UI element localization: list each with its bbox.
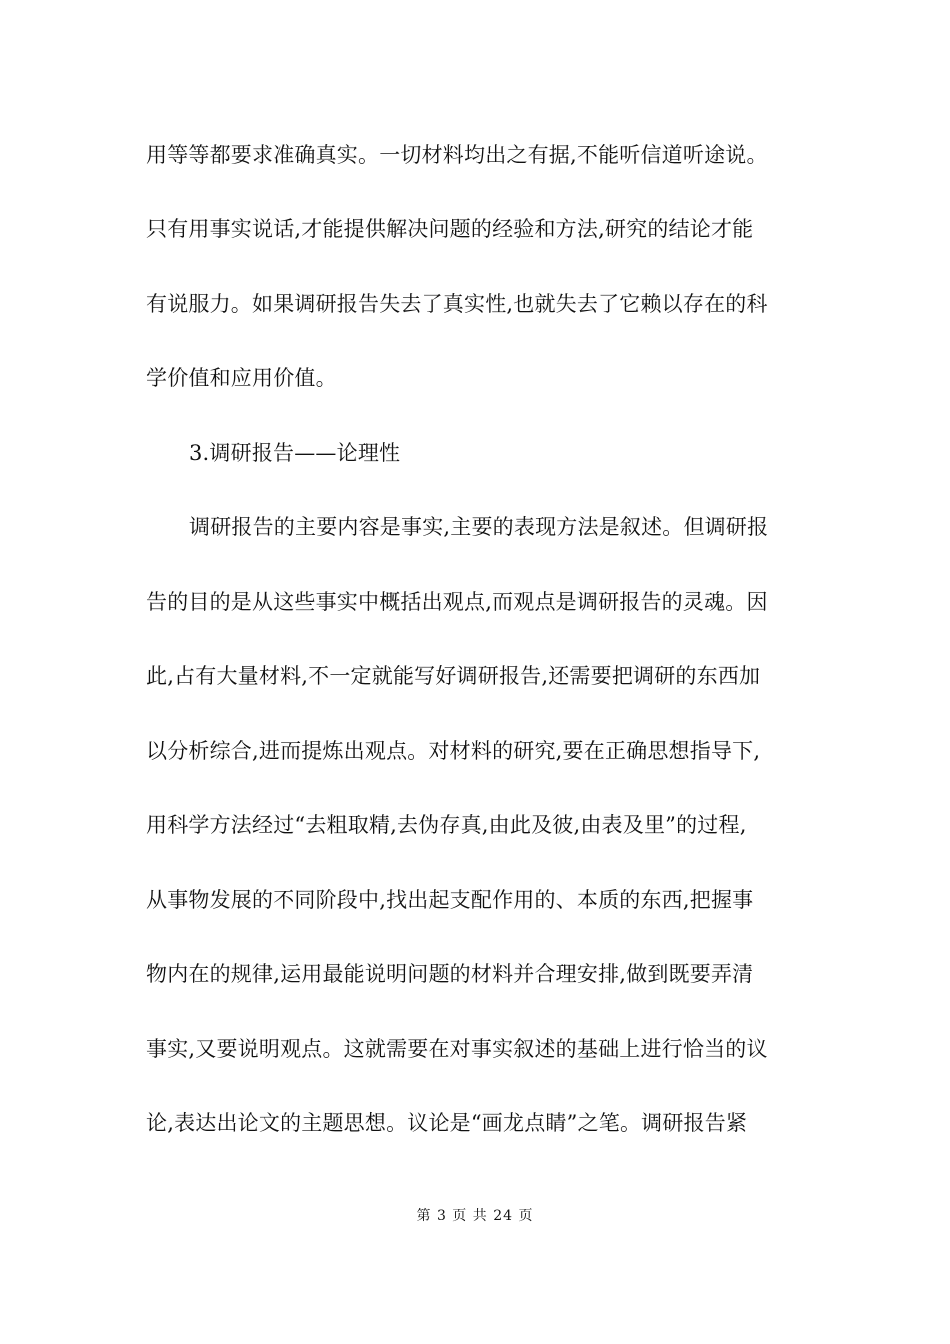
paragraph-line-13: 事实,又要说明观点。这就需要在对事实叙述的基础上进行恰当的议 [146, 1037, 768, 1061]
page-number-footer: 第 3 页 共 24 页 [416, 1208, 534, 1224]
paragraph-line-1: 用等等都要求准确真实。一切材料均出之有据,不能听信道听途说。 [146, 143, 768, 167]
paragraph-line-11: 从事物发展的不同阶段中,找出起支配作用的、本质的东西,把握事 [146, 888, 754, 912]
paragraph-line-3: 有说服力。如果调研报告失去了真实性,也就失去了它赖以存在的科 [146, 292, 768, 316]
paragraph-line-9: 以分析综合,进而提炼出观点。对材料的研究,要在正确思想指导下, [146, 739, 761, 763]
paragraph-line-8: 此,占有大量材料,不一定就能写好调研报告,还需要把调研的东西加 [146, 664, 761, 688]
paragraph-line-14: 论,表达出论文的主题思想。议论是“画龙点睛”之笔。调研报告紧 [146, 1111, 748, 1135]
section-heading: 3.调研报告——论理性 [189, 441, 401, 465]
paragraph-line-12: 物内在的规律,运用最能说明问题的材料并合理安排,做到既要弄清 [146, 962, 754, 986]
paragraph-line-10: 用科学方法经过“去粗取精,去伪存真,由此及彼,由表及里”的过程, [146, 813, 747, 837]
paragraph-line-4: 学价值和应用价值。 [146, 366, 337, 390]
paragraph-line-2: 只有用事实说话,才能提供解决问题的经验和方法,研究的结论才能 [146, 217, 754, 241]
paragraph-line-6: 调研报告的主要内容是事实,主要的表现方法是叙述。但调研报 [189, 515, 769, 539]
paragraph-line-7: 告的目的是从这些事实中概括出观点,而观点是调研报告的灵魂。因 [146, 590, 768, 614]
